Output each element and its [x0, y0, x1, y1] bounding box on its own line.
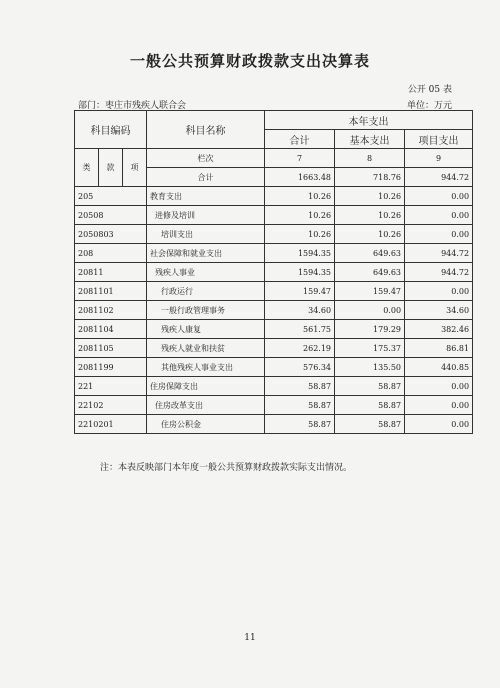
row-basic: 159.47	[335, 282, 405, 301]
row-code: 205	[75, 187, 147, 206]
row-project: 0.00	[405, 415, 473, 434]
unit-label: 单位：万元	[406, 101, 452, 111]
table-row	[75, 187, 473, 206]
row-project: 440.85	[405, 358, 473, 377]
row-code: 2050803	[75, 225, 147, 244]
row-code: 2081105	[75, 339, 147, 358]
row-project: 86.81	[405, 339, 473, 358]
row-project: 0.00	[405, 187, 473, 206]
current-year-header: 本年支出	[265, 111, 473, 130]
row-name: 培训支出	[147, 225, 265, 244]
row-project: 0.00	[405, 225, 473, 244]
row-code: 221	[75, 377, 147, 396]
row-total: 1594.35	[265, 263, 335, 282]
project-header: 项目支出	[405, 130, 473, 149]
row-basic: 58.87	[335, 377, 405, 396]
row-name: 教育支出	[147, 187, 265, 206]
row-name: 其他残疾人事业支出	[147, 358, 265, 377]
column-number-row	[75, 149, 473, 168]
row-project: 34.60	[405, 301, 473, 320]
basic-header: 基本支出	[335, 130, 405, 149]
row-project: 382.46	[405, 320, 473, 339]
col-number-8: 8	[335, 149, 405, 168]
kuan-header: 款	[99, 149, 123, 187]
row-basic: 58.87	[335, 396, 405, 415]
row-name: 残疾人就业和扶贫	[147, 339, 265, 358]
row-project: 0.00	[405, 206, 473, 225]
table-row	[75, 358, 473, 377]
header-row	[75, 111, 473, 130]
table-row	[75, 415, 473, 434]
row-code: 22102	[75, 396, 147, 415]
sum-label: 合计	[147, 168, 265, 187]
table-row	[75, 396, 473, 415]
row-basic: 649.63	[335, 244, 405, 263]
row-code: 2210201	[75, 415, 147, 434]
row-code: 2081199	[75, 358, 147, 377]
col-number-9: 9	[405, 149, 473, 168]
xiang-header: 项	[123, 149, 147, 187]
row-total: 10.26	[265, 225, 335, 244]
row-name: 残疾人康复	[147, 320, 265, 339]
row-code: 20508	[75, 206, 147, 225]
table-row	[75, 206, 473, 225]
lei-header: 类	[75, 149, 99, 187]
department-label: 部门：枣庄市残疾人联合会	[78, 101, 187, 111]
sum-basic: 718.76	[335, 168, 405, 187]
total-header: 合计	[265, 130, 335, 149]
subject-name-header: 科目名称	[147, 111, 265, 149]
row-code: 208	[75, 244, 147, 263]
row-total: 576.34	[265, 358, 335, 377]
row-name: 一般行政管理事务	[147, 301, 265, 320]
table-row	[75, 244, 473, 263]
table-row	[75, 339, 473, 358]
row-name: 社会保障和就业支出	[147, 244, 265, 263]
row-project: 944.72	[405, 263, 473, 282]
col-number-7: 7	[265, 149, 335, 168]
subject-code-header: 科目编码	[75, 111, 147, 149]
row-name: 住房保障支出	[147, 377, 265, 396]
table-row	[75, 320, 473, 339]
table-row	[75, 282, 473, 301]
row-code: 2081104	[75, 320, 147, 339]
row-project: 0.00	[405, 396, 473, 415]
row-name: 住房改革支出	[147, 396, 265, 415]
row-name: 进修及培训	[147, 206, 265, 225]
footnote: 注：本表反映部门本年度一般公共预算财政拨款实际支出情况。	[100, 463, 353, 473]
row-code: 2081101	[75, 282, 147, 301]
expenditure-table	[74, 110, 473, 434]
row-basic: 649.63	[335, 263, 405, 282]
row-total: 10.26	[265, 206, 335, 225]
row-basic: 58.87	[335, 415, 405, 434]
row-total: 1594.35	[265, 244, 335, 263]
row-code: 2081102	[75, 301, 147, 320]
row-basic: 10.26	[335, 206, 405, 225]
row-total: 58.87	[265, 415, 335, 434]
row-name: 残疾人事业	[147, 263, 265, 282]
row-project: 0.00	[405, 282, 473, 301]
page-title: 一般公共预算财政拨款支出决算表	[129, 52, 370, 70]
row-basic: 175.37	[335, 339, 405, 358]
sum-project: 944.72	[405, 168, 473, 187]
row-total: 10.26	[265, 187, 335, 206]
sum-total: 1663.48	[265, 168, 335, 187]
table-row	[75, 225, 473, 244]
row-name: 住房公积金	[147, 415, 265, 434]
table-code: 公开 05 表	[407, 85, 452, 95]
row-basic: 10.26	[335, 187, 405, 206]
row-total: 561.75	[265, 320, 335, 339]
table-row	[75, 263, 473, 282]
row-basic: 10.26	[335, 225, 405, 244]
row-project: 0.00	[405, 377, 473, 396]
row-basic: 179.29	[335, 320, 405, 339]
table-row	[75, 377, 473, 396]
row-total: 58.87	[265, 377, 335, 396]
row-total: 159.47	[265, 282, 335, 301]
row-total: 58.87	[265, 396, 335, 415]
table-row	[75, 301, 473, 320]
row-basic: 135.50	[335, 358, 405, 377]
row-total: 34.60	[265, 301, 335, 320]
row-project: 944.72	[405, 244, 473, 263]
row-total: 262.19	[265, 339, 335, 358]
row-code: 20811	[75, 263, 147, 282]
column-number-label: 栏次	[147, 149, 265, 168]
row-basic: 0.00	[335, 301, 405, 320]
row-name: 行政运行	[147, 282, 265, 301]
page-number: 11	[244, 633, 256, 643]
